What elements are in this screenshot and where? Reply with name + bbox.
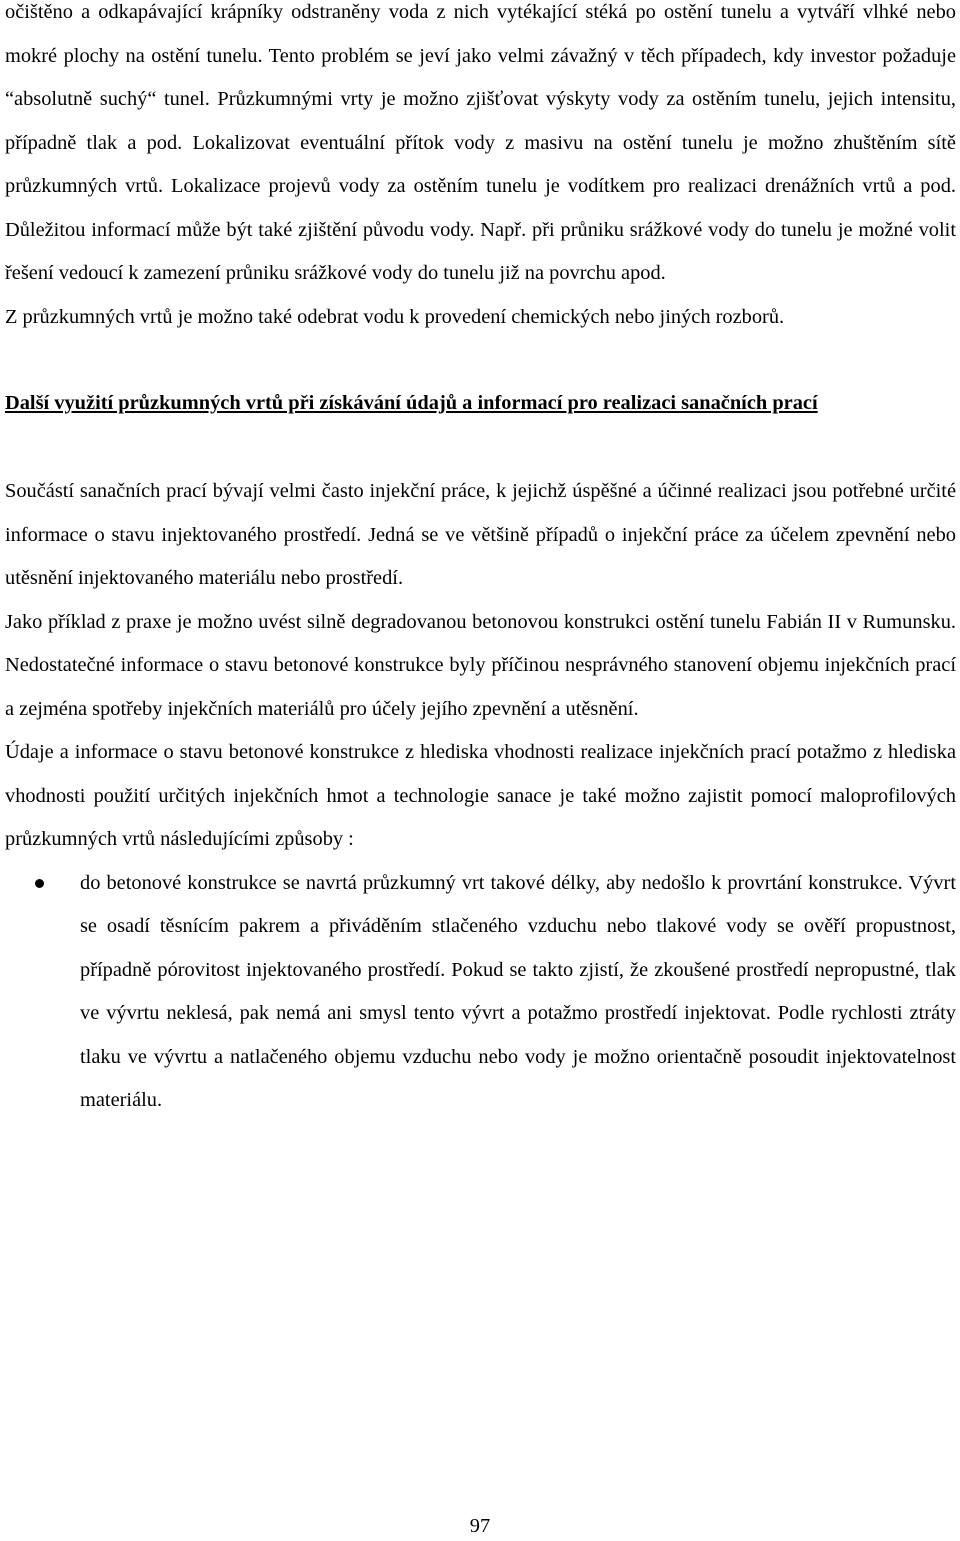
body-paragraph: Z průzkumných vrtů je možno také odebrat vodu k provedení chemických nebo jiných rozborů. [5,305,785,328]
section-heading: Další využití průzkumných vrtů při získávání údajů a informací pro realizaci sanačních prací [5,392,818,414]
body-paragraph: Součástí sanačních prací bývají velmi často injekční práce, k jejichž úspěšné a účinné realizaci jsou potřebné určité informace o stavu injektovaného prostředí. Jedná se ve většině případů o injekční práce za účelem zpevnění nebo utěsnění injektovaného materiálu nebo prostředí. [5,480,956,589]
list-item [5,862,956,1123]
body-paragraph: očištěno a odkapávající krápníky odstraněny voda z nich vytékající stéká po ostění tunelu a vytváří vlhké nebo mokré plochy na ostění tunelu. Tento problém se jeví jako velmi závažný v těch případech, kdy investor požaduje “absolutně suchý“ tunel. Průzkumnými vrty je možno zjišťovat výskyty vody za ostěním tunelu, jejich intensitu, případně tlak a pod. Lokalizovat eventuální přítok vody z masivu na ostění tunelu je možno zhuštěním sítě průzkumných vrtů. Lokalizace projevů vody za ostěním tunelu je vodítkem pro realizaci drenážních vrtů a pod. Důležitou informací může být také zjištění původu vody. Např. při průniku srážkové vody do tunelu je možné volit řešení vedoucí k zamezení průniku srážkové vody do tunelu již na povrchu apod. [5,1,956,284]
list-item-text: do betonové konstrukce se navrtá průzkumný vrt takové délky, aby nedošlo k provrtání konstrukce. Vývrt se osadí těsnícím pakrem a přiváděním stlačeného vzduchu nebo tlakové vody se ověří propustnost, případně pórovitost injektovaného prostředí. Pokud se takto zjistí, že zkoušené prostředí nepropustné, tlak ve vývrtu neklesá, pak nemá ani smysl tento vývrt a potažmo prostředí injektovat. Podle rychlosti ztráty tlaku ve vývrtu a natlačeného objemu vzduchu nebo vody je možno orientačně posoudit injektovatelnost materiálu. [80,871,956,1111]
body-paragraph: Jako příklad z praxe je možno uvést silně degradovanou betonovou konstrukci ostění tunelu Fabián II v Rumunsku. Nedostatečné informace o stavu betonové konstrukce byly příčinou nesprávného stanovení objemu injekčních prací a zejména spotřeby injekčních materiálů pro účely jejího zpevnění a utěsnění. [5,610,956,720]
bullet-icon [35,879,44,888]
bullet-list [5,862,956,1123]
document-page [5,0,956,1123]
page-number: 97 [469,1515,491,1537]
body-paragraph: Údaje a informace o stavu betonové konstrukce z hlediska vhodnosti realizace injekčních prací potažmo z hlediska vhodnosti použití určitých injekčních hmot a technologie sanace je také možno zajistit pomocí maloprofilových průzkumných vrtů následujícími způsoby : [5,741,956,850]
